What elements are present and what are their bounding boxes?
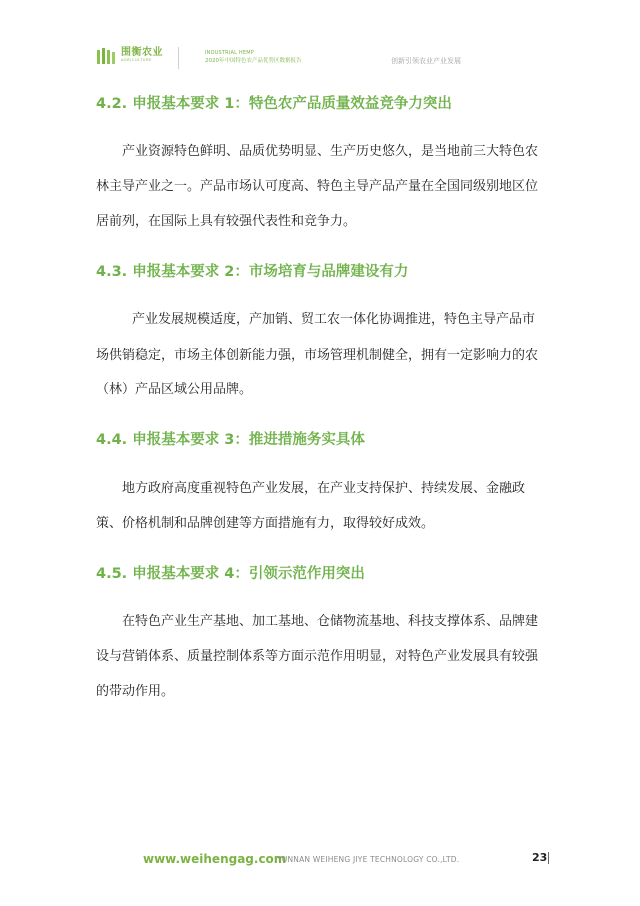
paragraph-line: 林主导产业之一。产品市场认可度高、特色主导产品产量在全国同级别地区位 xyxy=(96,179,539,194)
paragraph-line: 产业发展规模适度，产加销、贸工农一体化协调推进，特色主导产品市 xyxy=(132,312,536,327)
report-subtitle-en: INDUSTRIAL HEMP xyxy=(205,50,254,56)
paragraph-line: 设与营销体系、质量控制体系等方面示范作用明显，对特色产业发展具有较强 xyxy=(96,649,539,664)
paragraph-line: 策、价格机制和品牌创建等方面措施有力，取得较好成效。 xyxy=(96,516,435,531)
logo-en-text: AGRICULTURE xyxy=(121,58,152,62)
report-subtitle-cn: 2020年中国特色农产品优势区数据报告 xyxy=(205,58,302,64)
report-subtitle xyxy=(205,50,302,65)
paragraph-line: 地方政府高度重视特色产业发展，在产业支持保护、持续发展、金融政 xyxy=(122,481,526,496)
page-number-divider xyxy=(548,852,549,864)
paragraph-line: 的带动作用。 xyxy=(96,684,175,699)
header-divider xyxy=(178,47,179,69)
section-title-4-2: 4.2. 申报基本要求 1：特色农产品质量效益竞争力突出 xyxy=(96,96,452,112)
footer-website-link[interactable]: www.weihengag.com xyxy=(143,852,287,866)
header-slogan: 创新引领农业产业发展 xyxy=(391,57,461,65)
page-number: 23 xyxy=(532,851,548,864)
page-header xyxy=(0,0,640,80)
paragraph-line: 居前列，在国际上具有较强代表性和竞争力。 xyxy=(96,214,357,229)
logo-mark-icon xyxy=(96,47,118,65)
company-logo xyxy=(96,47,163,65)
logo-cn-text: 围衡农业 xyxy=(121,47,163,58)
paragraph-line: 在特色产业生产基地、加工基地、仓储物流基地、科技支撑体系、品牌建 xyxy=(122,614,539,629)
section-title-4-5: 4.5. 申报基本要求 4：引领示范作用突出 xyxy=(96,566,365,582)
paragraph-line: 产业资源特色鲜明、品质优势明显、生产历史悠久，是当地前三大特色农 xyxy=(122,144,539,159)
section-title-4-4: 4.4. 申报基本要求 3：推进措施务实具体 xyxy=(96,432,365,448)
paragraph-line: 场供销稳定，市场主体创新能力强，市场管理机制健全，拥有一定影响力的农 xyxy=(96,348,539,363)
paragraph-line: （林）产品区域公用品牌。 xyxy=(96,382,253,397)
section-title-4-3: 4.3. 申报基本要求 2：市场培育与品牌建设有力 xyxy=(96,264,409,280)
footer-company-name: YUNNAN WEIHENG JIYE TECHNOLOGY CO.,LTD. xyxy=(277,855,460,864)
